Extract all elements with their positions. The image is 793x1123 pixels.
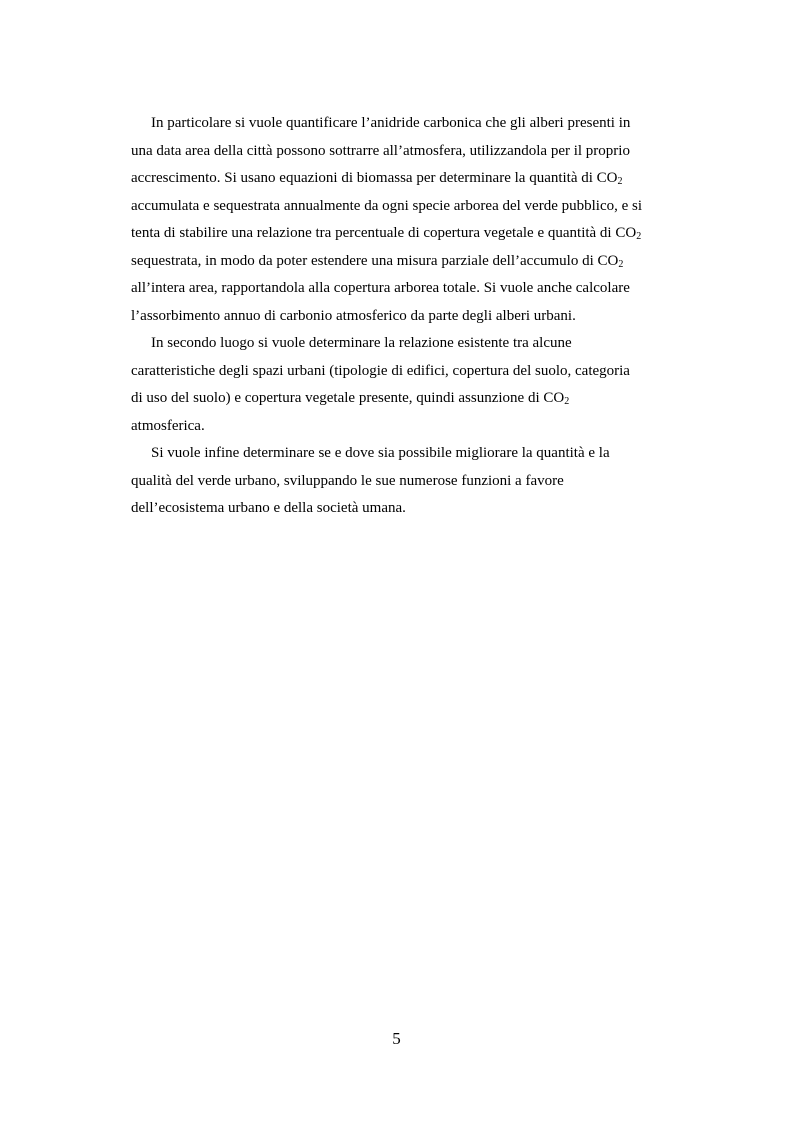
text-line: In secondo luogo si vuole determinare la relazione esistente tra alcune <box>151 335 572 351</box>
subscript: 2 <box>618 258 624 270</box>
text-line: accumulata e sequestrata annualmente da ogni specie arborea del verde pubblico, e si <box>131 197 643 214</box>
text-line: atmosferica. <box>131 417 205 434</box>
text-line <box>131 385 666 413</box>
subscript: 2 <box>564 396 570 407</box>
subscript: 2 <box>617 176 623 187</box>
body-text <box>131 110 666 523</box>
text-line: Si vuole infine determinare se e dove sia possibile migliorare la quantità e la <box>151 445 610 461</box>
text-line-content: sequestrata, in modo da poter estendere una misura parziale dell’accumulo di CO <box>131 252 619 269</box>
text-line: qualità del verde urbano, sviluppando le sue numerose funzioni a favore <box>131 472 564 489</box>
subscript: 2 <box>636 231 642 242</box>
page-number: 5 <box>392 1029 401 1048</box>
text-line <box>131 165 666 193</box>
text-line-content: accrescimento. Si usano equazioni di biomassa per determinare la quantità di CO <box>131 170 618 186</box>
text-line-content: di uso del suolo) e copertura vegetale presente, quindi assunzione di CO <box>131 390 565 406</box>
text-line: In particolare si vuole quantificare l’anidride carbonica che gli alberi presenti in <box>151 115 631 131</box>
text-line: dell’ecosistema urbano e della società umana. <box>131 500 406 516</box>
text-line: caratteristiche degli spazi urbani (tipologie di edifici, copertura del suolo, categoria <box>131 362 630 379</box>
text-line <box>131 248 666 276</box>
text-line: una data area della città possono sottrarre all’atmosfera, utilizzandola per il proprio <box>131 142 630 159</box>
text-line: l’assorbimento annuo di carbonio atmosferico da parte degli alberi urbani. <box>131 307 576 324</box>
text-line: all’intera area, rapportandola alla copertura arborea totale. Si vuole anche calcolare <box>131 280 630 296</box>
text-line-content: tenta di stabilire una relazione tra percentuale di copertura vegetale e quantità di CO <box>131 225 637 241</box>
text-line <box>131 220 666 248</box>
